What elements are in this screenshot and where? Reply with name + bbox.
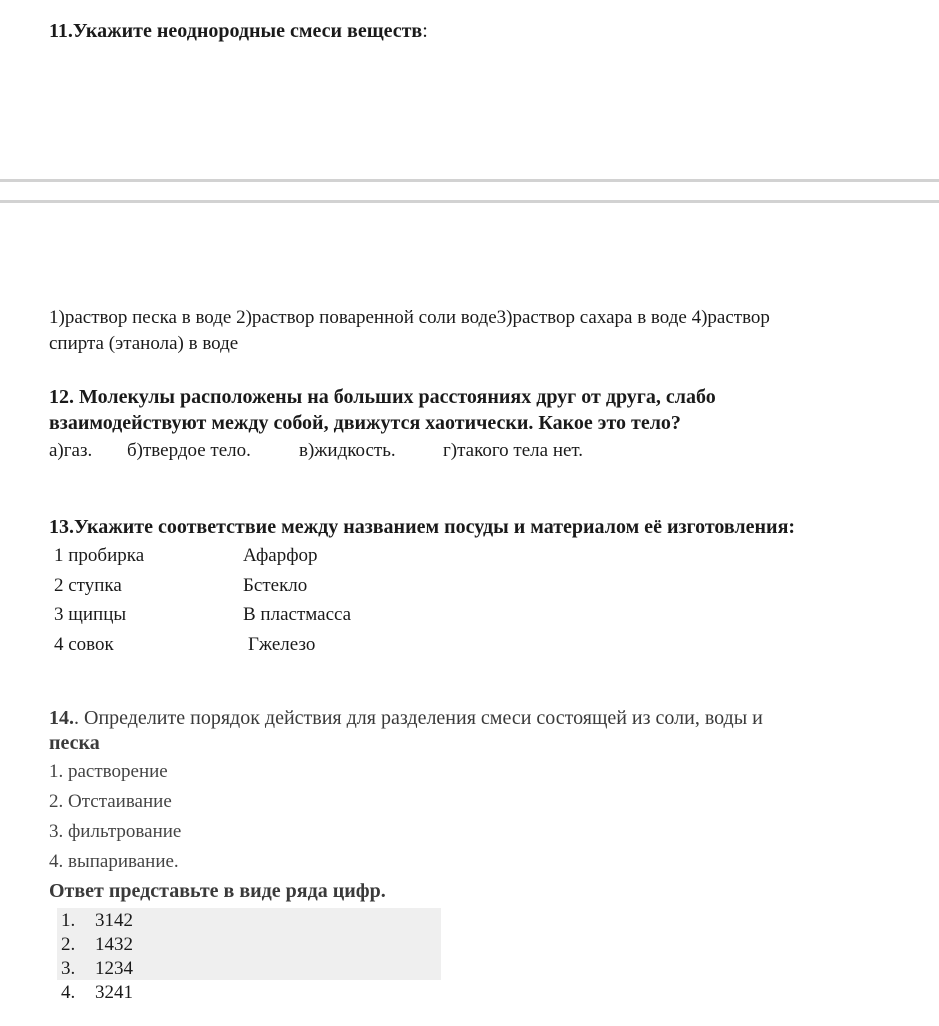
q14-title-text: . Определите порядок действия для разделения смеси состоящей из соли, воды и — [74, 707, 763, 729]
q14-step-2: 2. Отстаивание — [49, 791, 172, 812]
q14-step-4: 4. выпаривание. — [49, 851, 179, 872]
answer-number: 3. — [61, 958, 76, 979]
divider-bottom — [0, 200, 939, 203]
q11-title-text: 11.Укажите неоднородные смеси веществ — [49, 20, 423, 42]
q11-title-colon: : — [422, 20, 428, 42]
q14-title-line2: песка — [49, 732, 100, 754]
q12-option-d: г)такого тела нет. — [443, 440, 584, 461]
answer-value: 3241 — [95, 982, 133, 1003]
q13-material-b: Бстекло — [243, 575, 308, 596]
answer-option-1[interactable] — [61, 910, 133, 932]
answer-number: 1. — [61, 910, 76, 931]
q13-item-1: 1 пробирка — [54, 545, 145, 566]
answer-number: 4. — [61, 982, 76, 1003]
answer-number: 2. — [61, 934, 76, 955]
divider-top — [0, 179, 939, 182]
q12-title-line1: 12. Молекулы расположены на больших расстояниях друг от друга, слабо — [49, 386, 716, 408]
q11-options-line1: 1)раствор песка в воде 2)раствор поваренной соли воде3)раствор сахара в воде 4)раствор — [49, 307, 770, 328]
answer-value: 1234 — [95, 958, 133, 979]
q14-number: 14. — [49, 707, 74, 729]
q13-material-c: В пластмасса — [243, 604, 352, 625]
q13-item-2: 2 ступка — [54, 575, 122, 596]
answer-option-3[interactable] — [61, 958, 133, 980]
q14-answer-prompt: Ответ представьте в виде ряда цифр. — [49, 880, 386, 902]
answer-value: 1432 — [95, 934, 133, 955]
q13-material-d: Гжелезо — [248, 634, 316, 655]
q14-step-1: 1. растворение — [49, 761, 168, 782]
answer-option-4[interactable] — [61, 982, 133, 1004]
q12-option-b: б)твердое тело. — [127, 440, 251, 461]
q13-title: 13.Укажите соответствие между названием посуды и материалом её изготовления: — [49, 516, 796, 538]
answer-option-2[interactable] — [61, 934, 133, 956]
q12-title-line2: взаимодействуют между собой, движутся хаотически. Какое это тело? — [49, 412, 681, 434]
q12-option-a: а)газ. — [49, 440, 93, 461]
q14-step-3: 3. фильтрование — [49, 821, 182, 842]
q14-title-line1 — [49, 707, 763, 730]
q13-item-3: 3 щипцы — [54, 604, 127, 625]
q12-option-c: в)жидкость. — [299, 440, 396, 461]
q11-options-line2: спирта (этанола) в воде — [49, 333, 239, 354]
q11-title — [49, 20, 428, 43]
answer-value: 3142 — [95, 910, 133, 931]
q13-material-a: Афарфор — [243, 545, 318, 566]
q13-item-4: 4 совок — [54, 634, 114, 655]
